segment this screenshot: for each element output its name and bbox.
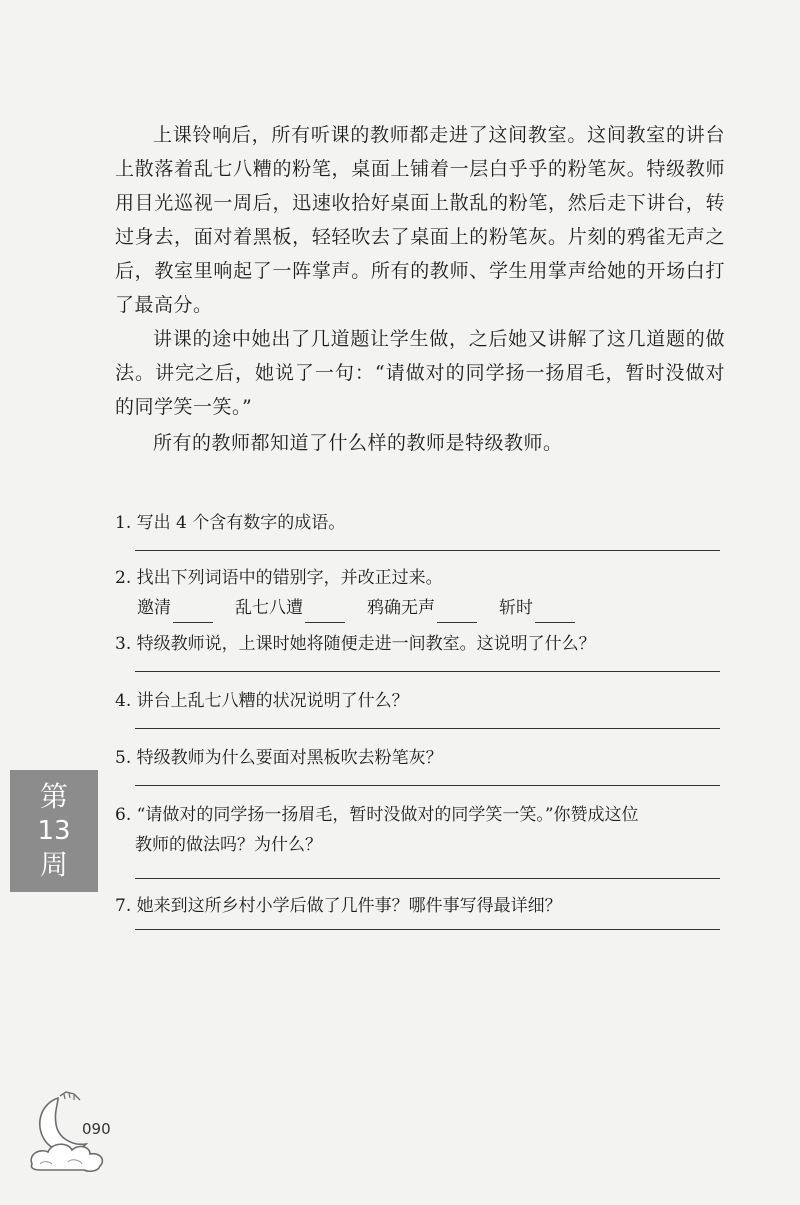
page-number-block: [28, 1090, 128, 1180]
answer-line-1[interactable]: [135, 550, 720, 551]
question-1: [115, 508, 727, 551]
moon-cloud-icon: [28, 1090, 128, 1180]
typo-word-row: [137, 593, 727, 623]
question-4-text: 4. 讲台上乱七八糟的状况说明了什么？: [115, 691, 409, 711]
typo-word-2: [235, 593, 345, 623]
answer-line-3[interactable]: [135, 671, 720, 672]
week-tab-char-3: 周: [39, 848, 68, 881]
typo-word-4: [499, 593, 575, 623]
typo-word-2-text: 乱七八遭: [235, 598, 303, 618]
typo-word-1-text: 邀清: [137, 598, 171, 618]
question-3: [115, 629, 727, 672]
question-3-text: 3. 特级教师说，上课时她将随便走进一间教室。这说明了什么？: [115, 634, 596, 654]
answer-line-4[interactable]: [135, 728, 720, 729]
question-6-text-line-2: 教师的做法吗？为什么？: [135, 835, 322, 855]
typo-word-3: [367, 593, 477, 623]
typo-blank-2[interactable]: [305, 602, 345, 623]
question-7: [115, 891, 727, 930]
answer-line-7[interactable]: [135, 929, 720, 930]
typo-word-1: [137, 593, 213, 623]
question-6-text-line-1: 6. “请做对的同学扬一扬眉毛，暂时没做对的同学笑一笑。”你赞成这位: [115, 805, 639, 825]
question-7-text: 7. 她来到这所乡村小学后做了几件事？哪件事写得最详细？: [115, 896, 562, 916]
typo-blank-4[interactable]: [535, 602, 575, 623]
question-4: [115, 686, 727, 729]
passage-paragraph-1: 上课铃响后，所有听课的教师都走进了这间教室。这间教室的讲台上散落着乱七八糟的粉笔，桌面上铺着一层白乎乎的粉笔灰。特级教师用目光巡视一周后，迅速收拾好桌面上散乱的粉笔，然后走下讲台，转过身去，面对着黑板，轻轻吹去了桌面上的粉笔灰。片刻的鸦雀无声之后，教室里响起了一阵掌声。所有的教师、学生用掌声给她的开场白打了最高分。: [115, 124, 725, 316]
week-tab-number: 13: [37, 816, 71, 846]
answer-line-6[interactable]: [135, 878, 720, 879]
question-5: [115, 743, 727, 786]
typo-word-3-text: 鸦确无声: [367, 598, 435, 618]
question-2: [115, 563, 727, 623]
answer-line-5[interactable]: [135, 785, 720, 786]
typo-blank-1[interactable]: [173, 602, 213, 623]
question-5-text: 5. 特级教师为什么要面对黑板吹去粉笔灰？: [115, 748, 443, 768]
typo-blank-3[interactable]: [437, 602, 477, 623]
question-list: [115, 508, 727, 930]
question-1-text: 1. 写出 4 个含有数字的成语。: [115, 513, 346, 533]
question-2-text: 2. 找出下列词语中的错别字，并改正过来。: [115, 568, 443, 588]
page-number: 090: [82, 1120, 111, 1138]
week-side-tab: [10, 770, 98, 892]
week-tab-char-1: 第: [39, 780, 68, 813]
question-6: [115, 800, 727, 879]
passage-paragraph-3: 所有的教师都知道了什么样的教师是特级教师。: [153, 432, 563, 454]
typo-word-4-text: 斩时: [499, 598, 533, 618]
reading-passage: [115, 118, 725, 460]
passage-paragraph-2: 讲课的途中她出了几道题让学生做，之后她又讲解了这几道题的做法。讲完之后，她说了一句：“请做对的同学扬一扬眉毛，暂时没做对的同学笑一笑。”: [115, 328, 725, 418]
